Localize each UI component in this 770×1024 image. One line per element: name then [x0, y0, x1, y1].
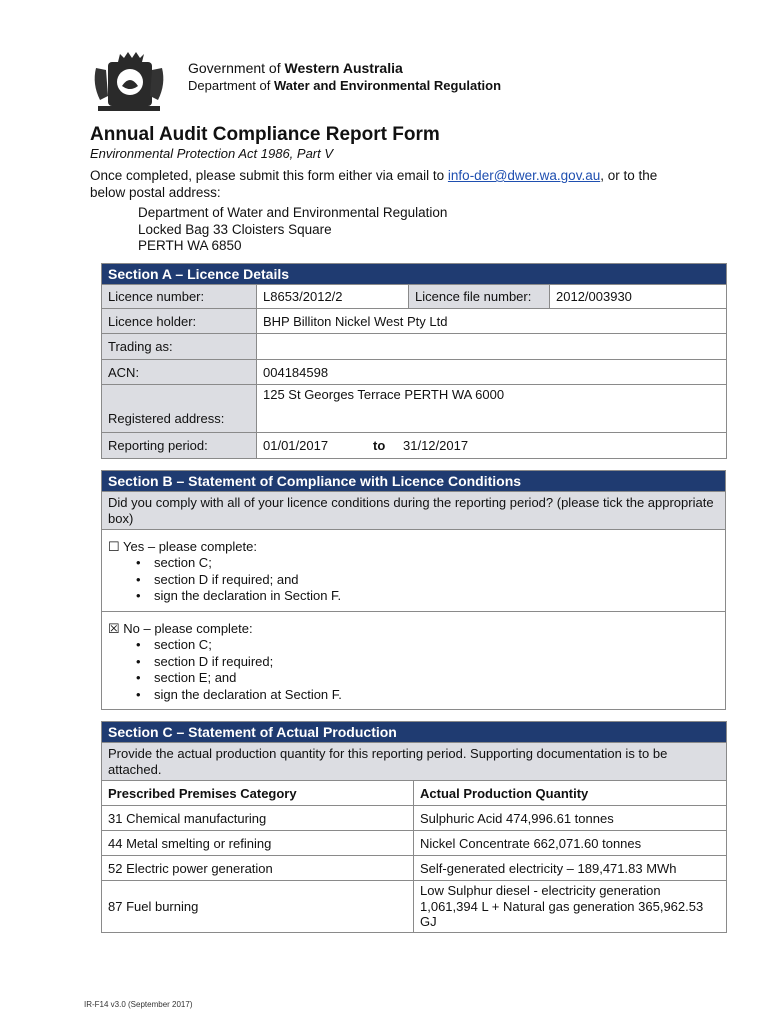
trading-as-label: Trading as: [102, 334, 257, 360]
column-header-category: Prescribed Premises Category [102, 781, 414, 806]
trading-as-value[interactable] [257, 334, 727, 360]
address-line: PERTH WA 6850 [138, 238, 242, 253]
list-item: • sign the declaration in Section F. [132, 588, 719, 605]
table-row [102, 856, 727, 881]
yes-checkbox[interactable]: ☐ [108, 539, 120, 554]
department-line [188, 77, 501, 94]
list-item: • section E; and [132, 670, 719, 687]
section-c-table [101, 721, 727, 933]
table-row [102, 831, 727, 856]
no-label: No – please complete: [119, 621, 253, 636]
reporting-period-label: Reporting period: [102, 433, 257, 459]
list-item: • sign the declaration at Section F. [132, 687, 719, 704]
compliance-question: Did you comply with all of your licence conditions during the reporting period? (please tick the appropriate box) [102, 492, 726, 530]
licence-file-label: Licence file number: [409, 285, 550, 309]
registered-address-value[interactable]: 125 St Georges Terrace PERTH WA 6000 [257, 385, 727, 433]
section-a-heading: Section A – Licence Details [102, 264, 727, 285]
quantity-cell[interactable]: Nickel Concentrate 662,071.60 tonnes [414, 831, 727, 856]
section-b-heading: Section B – Statement of Compliance with Licence Conditions [102, 471, 726, 492]
intro-text [90, 167, 690, 201]
category-cell: 87 Fuel burning [102, 881, 414, 933]
licence-number-label: Licence number: [102, 285, 257, 309]
yes-label: Yes – please complete: [119, 539, 257, 554]
licence-holder-label: Licence holder: [102, 309, 257, 334]
licence-file-value[interactable]: 2012/003930 [550, 285, 727, 309]
quantity-cell[interactable]: Low Sulphur diesel - electricity generation 1,061,394 L + Natural gas generation 365,962.53 GJ [414, 881, 727, 933]
intro-before-email: Once completed, please submit this form either via email to [90, 168, 448, 183]
postal-address [138, 205, 447, 255]
period-to[interactable]: 31/12/2017 [403, 438, 469, 453]
period-to-label: to [373, 438, 386, 453]
department-name: Water and Environmental Regulation [274, 78, 502, 93]
department-prefix: Department of [188, 78, 274, 93]
no-option [102, 612, 726, 710]
quantity-cell[interactable]: Self-generated electricity – 189,471.83 MWh [414, 856, 727, 881]
intro-after-email: , or to the below postal address: [90, 168, 658, 200]
government-prefix: Government of [188, 60, 285, 76]
form-version-footer: IR-F14 v3.0 (September 2017) [84, 1000, 193, 1009]
section-c-heading: Section C – Statement of Actual Production [102, 722, 727, 743]
form-title: Annual Audit Compliance Report Form [90, 124, 440, 145]
address-line: Locked Bag 33 Cloisters Square [138, 221, 332, 237]
category-cell: 52 Electric power generation [102, 856, 414, 881]
acn-value[interactable]: 004184598 [257, 360, 727, 385]
list-item: • section D if required; [132, 654, 719, 671]
acn-label: ACN: [102, 360, 257, 385]
registered-address-label: Registered address: [102, 385, 257, 433]
period-from[interactable]: 01/01/2017 [263, 438, 329, 453]
wa-crest-logo [90, 48, 168, 114]
section-a-table [101, 263, 727, 459]
category-cell: 31 Chemical manufacturing [102, 806, 414, 831]
email-link[interactable]: info-der@dwer.wa.gov.au [447, 168, 601, 183]
list-item: • section C; [132, 637, 719, 654]
category-cell: 44 Metal smelting or refining [102, 831, 414, 856]
reporting-period-cell [257, 433, 727, 459]
table-row [102, 881, 727, 933]
government-line [188, 60, 501, 77]
list-item: • section C; [132, 555, 719, 572]
no-checkbox[interactable]: ☒ [108, 621, 120, 636]
column-header-quantity: Actual Production Quantity [414, 781, 727, 806]
table-row [102, 806, 727, 831]
header [90, 48, 690, 118]
government-name: Western Australia [284, 60, 403, 76]
address-line: Department of Water and Environmental Regulation [138, 205, 448, 220]
quantity-cell[interactable]: Sulphuric Acid 474,996.61 tonnes [414, 806, 727, 831]
licence-number-value[interactable]: L8653/2012/2 [257, 285, 409, 309]
yes-option [102, 530, 726, 612]
production-instruction: Provide the actual production quantity for this reporting period. Supporting documentation is to be attached. [102, 743, 727, 781]
list-item: • section D if required; and [132, 572, 719, 589]
section-b-table [101, 470, 726, 710]
form-subtitle: Environmental Protection Act 1986, Part V [90, 146, 334, 161]
licence-holder-value[interactable]: BHP Billiton Nickel West Pty Ltd [257, 309, 727, 334]
